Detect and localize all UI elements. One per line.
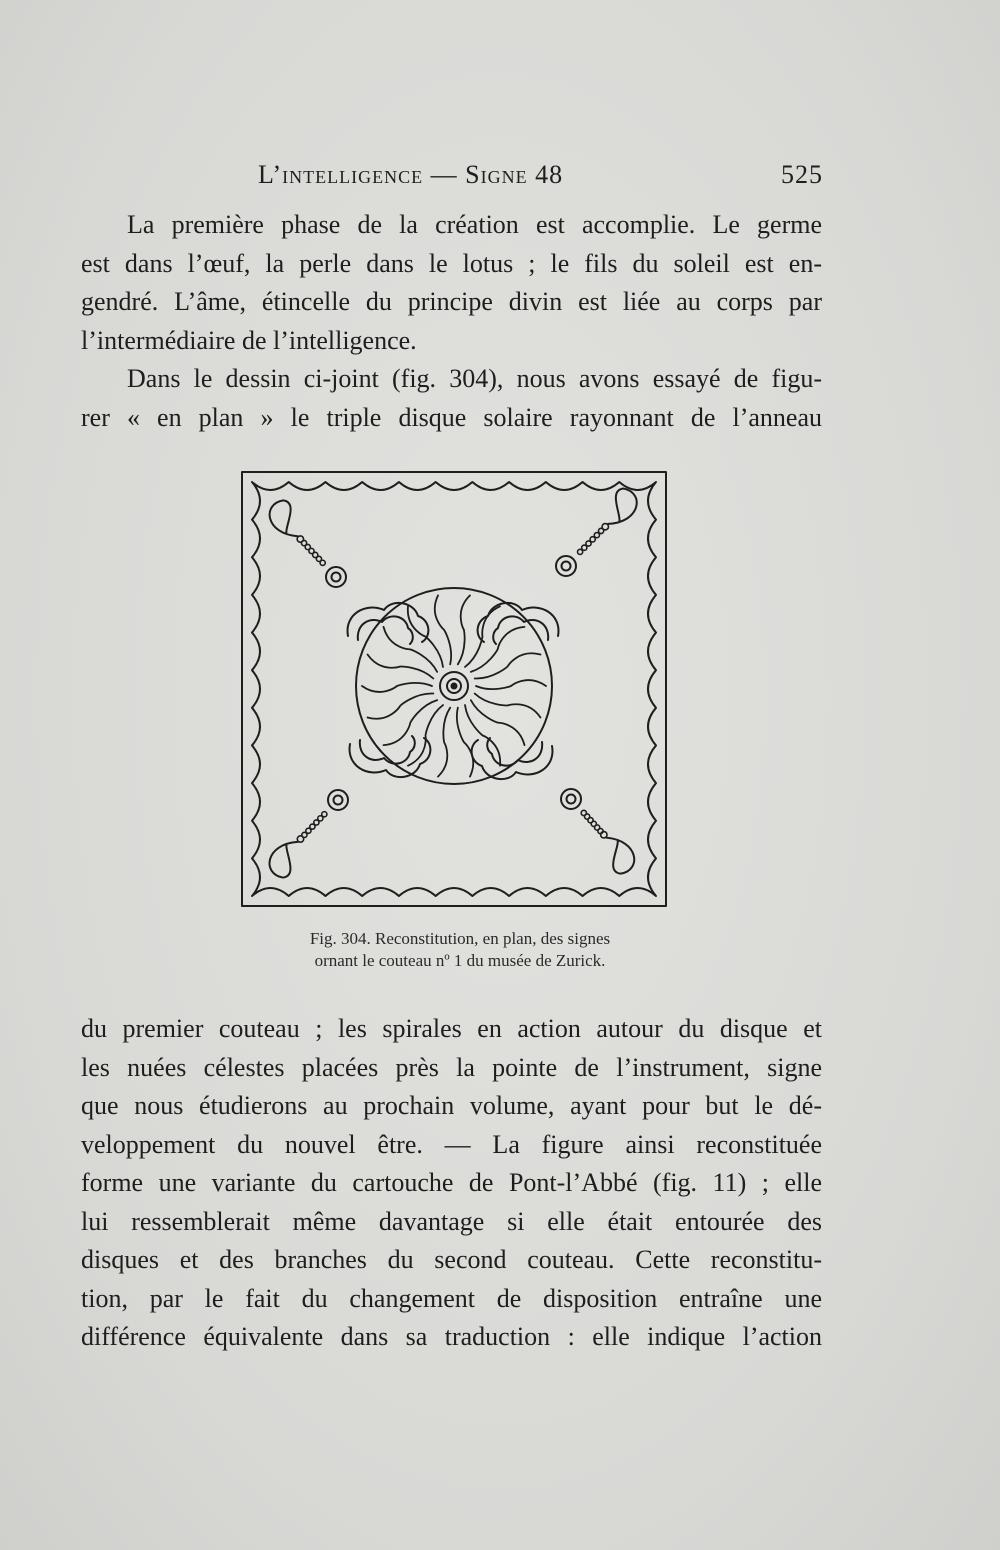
caption-line: ornant le couteau nº 1 du musée de Zurick.: [314, 951, 606, 970]
text-line: tion, par le fait du changement de disposition entraîne une: [81, 1283, 822, 1313]
cloud: [350, 736, 431, 777]
small-disc-outer: [561, 789, 581, 809]
spiral-hook: [607, 838, 635, 874]
disc-ray: [438, 708, 450, 777]
text-line: veloppement du nouvel être. — La figure ainsi reconstituée: [81, 1129, 822, 1159]
caption-line: Fig. 304. Reconstitution, en plan, des signes: [309, 929, 611, 948]
spiral-hook: [608, 489, 637, 524]
cloud: [478, 603, 559, 644]
disc-ray: [471, 700, 525, 745]
corner-ornament: [556, 489, 637, 576]
text-line: gendré. L’âme, étincelle du principe divin est liée au corps par: [81, 287, 822, 316]
bead: [577, 549, 582, 554]
running-title: L’intelligence — Signe 48: [258, 160, 564, 189]
body-text-top: [81, 206, 822, 437]
small-disc-outer: [556, 556, 576, 576]
corner-ornament: [270, 500, 346, 587]
small-disc-inner: [562, 562, 571, 571]
solar-disc-drawing: [236, 466, 672, 912]
text-line: que nous étudierons au prochain volume, ayant pour but le dé-: [81, 1091, 822, 1120]
disc-ray: [368, 693, 434, 718]
disc-ray: [408, 705, 443, 766]
text-line: différence équivalente dans sa traduction : elle indique l’action: [81, 1322, 822, 1351]
small-disc-inner: [567, 795, 576, 804]
cloud: [472, 738, 553, 779]
text-line: les nuées célestes placées près la pointe de l’instrument, signe: [81, 1052, 822, 1082]
disc-ray: [458, 595, 470, 664]
figure-caption: [200, 928, 720, 972]
text-line: l’intermédiaire de l’intelligence.: [81, 325, 417, 355]
text-line: Dans le dessin ci-joint (fig. 304), nous avons essayé de figu-: [127, 364, 822, 393]
spiral-hook: [270, 842, 298, 878]
bead: [320, 560, 325, 565]
spiral-hook: [270, 500, 298, 536]
cloud-outer: [472, 740, 553, 779]
small-disc-outer: [328, 790, 348, 810]
text-line: disques et des branches du second couteau. Cette reconstitu-: [81, 1245, 822, 1274]
disc-ray: [476, 680, 546, 689]
cloud-inner: [360, 736, 415, 764]
text-line: est dans l’œuf, la perle dans le lotus ; le fils du soleil est en-: [81, 248, 822, 278]
bead: [322, 812, 327, 817]
disc-ray: [457, 708, 473, 777]
text-line: du premier couteau ; les spirales en action autour du disque et: [81, 1014, 822, 1043]
disc-ray: [475, 694, 541, 718]
disc-ray: [362, 683, 432, 692]
text-line: lui ressemblerait même davantage si elle était entourée des: [81, 1206, 822, 1236]
cloud-outer: [478, 603, 559, 642]
bead: [601, 832, 607, 838]
disc-ray: [475, 653, 541, 678]
text-line: La première phase de la création est accomplie. Le germe: [127, 210, 822, 239]
corner-ornament: [561, 789, 634, 874]
corner-ornament: [270, 790, 348, 878]
small-disc-outer: [326, 567, 346, 587]
figure-304-illustration: [236, 466, 672, 912]
text-line: forme une variante du cartouche de Pont-l’Abbé (fig. 11) ; elle: [81, 1168, 822, 1197]
disc-ray: [368, 655, 434, 679]
bead: [581, 810, 586, 815]
center-dot: [452, 684, 457, 689]
small-disc-inner: [334, 796, 343, 805]
body-text-bottom: [81, 1010, 822, 1357]
radiant-disc: [356, 588, 552, 784]
text-line: rer « en plan » le triple disque solaire rayonnant de l’anneau: [81, 402, 822, 432]
running-header: [258, 160, 823, 196]
disc-ray: [465, 606, 500, 667]
disc-ray: [435, 595, 451, 664]
page-number: 525: [781, 160, 823, 189]
small-disc-inner: [332, 573, 341, 582]
